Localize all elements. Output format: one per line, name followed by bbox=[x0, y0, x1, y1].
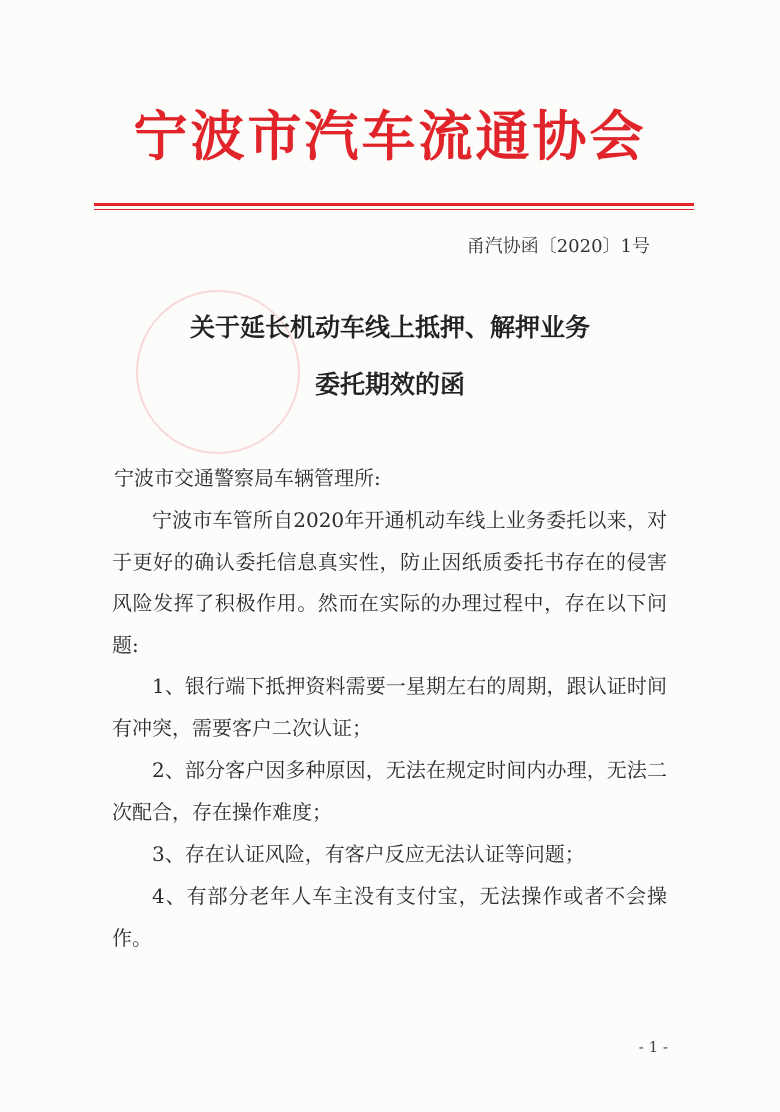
issue-item-1: 1、银行端下抵押资料需要一星期左右的周期，跟认证时间有冲突，需要客户二次认证； bbox=[112, 674, 667, 740]
salutation: 宁波市交通警察局车辆管理所: bbox=[114, 466, 381, 490]
intro-paragraph: 宁波市车管所自2020年开通机动车线上业务委托以来，对于更好的确认委托信息真实性，防止因纸质委托书存在的侵害风险发挥了积极作用。然而在实际的办理过程中，存在以下问题: bbox=[112, 508, 667, 657]
letterhead-org-name: 宁波市汽车流通协会 bbox=[133, 104, 647, 168]
letterhead-red-rule-thin bbox=[94, 209, 694, 210]
letterhead-red-rule-thick bbox=[94, 203, 694, 206]
document-title-line-2: 委托期效的函 bbox=[314, 370, 465, 399]
document-number: 甬汽协函〔2020〕1号 bbox=[466, 236, 650, 257]
document-title-line-1: 关于延长机动车线上抵押、解押业务 bbox=[189, 313, 590, 342]
issue-item-3: 3、存在认证风险，有客户反应无法认证等问题； bbox=[152, 842, 585, 866]
issue-item-4: 4、有部分老年人车主没有支付宝，无法操作或者不会操作。 bbox=[112, 884, 667, 950]
page-number: - 1 - bbox=[638, 1038, 668, 1056]
issue-item-2: 2、部分客户因多种原因，无法在规定时间内办理，无法二次配合，存在操作难度； bbox=[112, 758, 667, 824]
